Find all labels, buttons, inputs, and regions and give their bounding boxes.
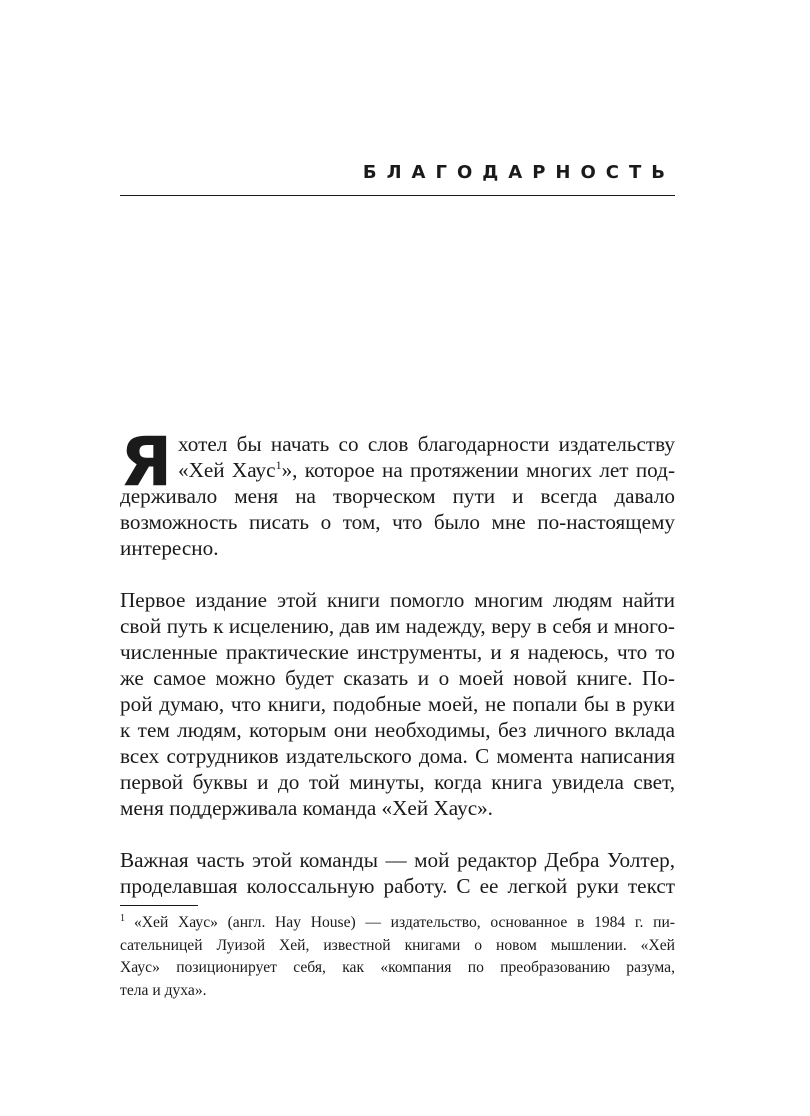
footnote-rule bbox=[120, 905, 198, 906]
footnote-line: Хаус» позиционирует себя, как «компания по преобразованию разума, bbox=[120, 959, 675, 976]
footnote-ref: 1 bbox=[275, 457, 282, 472]
text-fragment: «Хей Хаус bbox=[178, 458, 276, 482]
text-line: хотел бы начать со слов благодарности издательству bbox=[178, 432, 675, 456]
drop-cap-lines bbox=[120, 431, 675, 483]
drop-cap: Я bbox=[120, 423, 171, 502]
paragraph-2 bbox=[120, 587, 675, 821]
footnote bbox=[120, 912, 675, 1002]
text-line: проделавшая колоссальную работу. С ее легкой руки текст bbox=[120, 874, 675, 898]
text-line: рой думаю, что книги, подобные моей, не попали бы в руки bbox=[120, 692, 675, 716]
text-line: свой путь к исцелению, дав им надежду, веру в себя и много- bbox=[120, 614, 675, 638]
text-line: к тем людям, которым они необходимы, без личного вклада bbox=[120, 718, 675, 742]
text-line: держивало меня на творческом пути и всегда давало bbox=[120, 484, 675, 508]
text-line: интересно. bbox=[120, 536, 219, 560]
text-line: возможность писать о том, что было мне по-настоящему bbox=[120, 510, 675, 534]
paragraph-3 bbox=[120, 847, 675, 899]
text-line: всех сотрудников издательского дома. С момента написания bbox=[120, 744, 675, 768]
text-line: же самое можно будет сказать и о моей новой книге. По- bbox=[120, 666, 675, 690]
footnote-number: 1 bbox=[120, 912, 125, 924]
text-line: Первое издание этой книги помогло многим людям найти bbox=[120, 588, 675, 612]
body-text bbox=[120, 423, 675, 925]
text-line: Важная часть этой команды — мой редактор Дебра Уолтер, bbox=[120, 848, 675, 872]
text-line bbox=[178, 457, 675, 483]
text-line: численные практические инструменты, и я надеюсь, что то bbox=[120, 640, 675, 664]
text-line: первой буквы и до той минуты, когда книга увидела свет, bbox=[120, 770, 675, 794]
footnote-line: тела и духа». bbox=[120, 981, 207, 999]
heading-rule bbox=[120, 195, 675, 196]
text-fragment: «Хей Хаус» (англ. Hay House) — издательство, основанное в 1984 г. пи- bbox=[134, 914, 675, 931]
text-line: меня поддерживала команда «Хей Хаус». bbox=[120, 796, 493, 820]
chapter-heading: БЛАГОДАРНОСТЬ bbox=[362, 162, 675, 183]
paragraph-1 bbox=[120, 423, 675, 561]
footnote-line: сательницей Луизой Хей, известной книгами о новом мышлении. «Хей bbox=[120, 936, 675, 954]
footnote-line bbox=[120, 912, 675, 935]
text-fragment: », которое на протяжении многих лет под- bbox=[281, 458, 675, 482]
